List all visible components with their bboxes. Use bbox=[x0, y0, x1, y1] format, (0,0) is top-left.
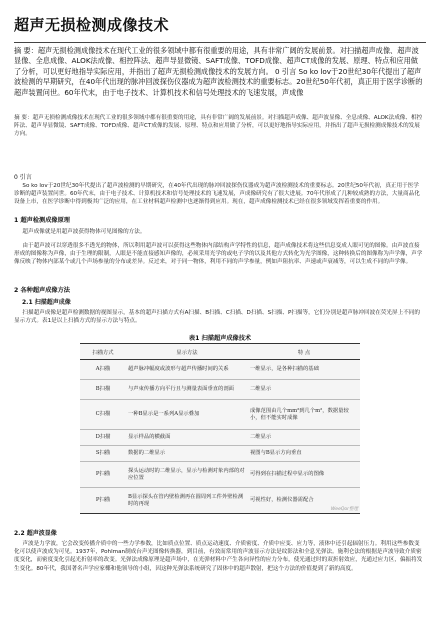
scan-methods-table bbox=[80, 343, 360, 513]
table-cell-feature: 二维显示 bbox=[248, 430, 360, 446]
table-cell-display: 数据的二维显示 bbox=[126, 446, 248, 462]
section-2-heading: 2 各种超声成像方法 bbox=[14, 287, 70, 294]
table-row bbox=[80, 400, 360, 430]
table-header-cell: 显示方法 bbox=[126, 344, 248, 360]
section-1-paragraph-2: 由于超声波可以穿透很多不透光的物体，所以利用超声波可以获得这些物体内部结构声学特性的信息，超声成像技术将这些信息变成人眼可见的图像。由声波直接形成的图像称为声像，由于生理的限制，人眼是不能直接感知声像的，必须采用光学的或电子学的以及其他方式转化为光学图像，这种转换后的图像称为声学像，声学像反映了物体内部某个或几个声场参量的分布或差异。反过来，对于同一物体，利用不同的声学参量，例如声阻抗率、声速或声衰减等，可以生成不同的声学像。 bbox=[14, 243, 423, 266]
table-cell-feature: 一维显示，是各种扫描的基础 bbox=[248, 360, 360, 380]
table-row bbox=[80, 488, 360, 514]
table-row bbox=[80, 360, 360, 380]
intro-paragraph: So ko lov于20世纪30年代提出了超声波检测的早期研究，在40年代出现的脉冲回波探伤仪器成为超声波检测技术的重要标志。20世纪50年代初，真正用于医学诊断的超声装置问世。60年代末，由于电子技术、计算机技术和信号处理技术的飞速发展，声成像研究有了很大进展。70年代形成了几种较成熟的方法，大量商品化设备上市，在医学诊断中得到极其广泛的应用，在工业材料超声检测中也逐渐得到应用。现在，超声成像检测技术已经在很多领域发挥着重要的作用。 bbox=[14, 183, 420, 206]
section-2-2-heading: 2.2 超声波显像 bbox=[14, 530, 57, 537]
table-cell-mode: P扫描 bbox=[80, 488, 126, 514]
intro-heading: 0 引言 bbox=[14, 174, 32, 181]
table-cell-mode: A扫描 bbox=[80, 360, 126, 380]
table-row bbox=[80, 380, 360, 400]
table-row bbox=[80, 446, 360, 462]
abstract-main: 摘 要：超声无损检测成像技术在现代工业的很多领域中都有很重要的用途，具有非常广阔的发展前景。对扫描超声成像、超声波显像、全息成像、ALOK法成像、相控阵法、超声导显微镜、SAFT成像、TOFD成像、超声CT成像的发展、原理、特点和应用做了分析，可以更好地指导实际应用，并指出了超声无损检测成像技术的发展方向。 0 引言 So ko lov于20世纪30年代提出了超声波检测的早期研究，在40年代出现的脉冲回波探伤仪器成为超声波检测技术的重要标志。20世纪50年代初，真正用于医学诊断的超声装置问世。60年代末，由于电子技术、计算机技术和信号处理技术的飞速发展，声成像 bbox=[14, 46, 423, 97]
table-row bbox=[80, 462, 360, 488]
title-divider bbox=[14, 42, 426, 43]
document-title: 超声无损检测成像技术 bbox=[14, 16, 170, 34]
section-2-2-paragraph: 声波是力学波，它会改变传播介质中的一些力学参数，比如质点位置、质点运动速度、介质密度、介质中应变、应力等，液体中还引起辐射压力。利用这些参数变化可以使声波成为可见。1937年，Pohlman制成台声光图像转换器，到目前，有效而常用的声波显示方法是纹影法和全息光弹法。施利仑法的根据是声波导致介质密度变化，而密度变化引起光折射率的改变。光弹法成像原理是超声场中，在光弹材料中产生各向异性的应力分布，使光通过时的双折射效应，光通过应力区，偏振将发生变化。80年代，我国著名声学应家椰和他领导的小组，因这种光弹法系统研究了固体中的超声散射，把这个方法的价值提到了新的高度。 bbox=[14, 541, 423, 572]
section-2-1-heading: 2.1 扫描超声成像 bbox=[22, 299, 71, 306]
table-cell-mode: P扫描 bbox=[80, 462, 126, 488]
table-cell-mode: C扫描 bbox=[80, 400, 126, 430]
table-cell-mode: D扫描 bbox=[80, 430, 126, 446]
table-cell-feature: 视图与B显示方向垂直 bbox=[248, 446, 360, 462]
table-cell-display: 显示样品的横截面 bbox=[126, 430, 248, 446]
table-cell-feature: 二维显示 bbox=[248, 380, 360, 400]
table-cell-display: 一种B显示是一系列A显示叠加 bbox=[126, 400, 248, 430]
table-cell-display: 超声脉冲幅度或波形与超声传播时间的关系 bbox=[126, 360, 248, 380]
table-header-cell: 特 点 bbox=[248, 344, 360, 360]
section-1-paragraph-1: 超声成像就是用超声波获得物体可见图像的方法。 bbox=[22, 229, 146, 235]
table-header-cell: 扫描方式 bbox=[80, 344, 126, 360]
table-caption: 表1 扫描超声成像技术 bbox=[188, 335, 252, 342]
abstract-repeat: 摘 要：超声无损检测成像技术在现代工业的很多领域中都有很重要的用途，具有非常广阔的发展前景。对扫描超声成像、超声波显像、全息成像、ALOK法成像、相控阵法、超声导显微镜、SAFT成像、TOFD成像、超声CT成像的发展、原理、特点和应用做了分析，可以更好地指导实际应用，并指出了超声无损检测成像技术的发展方向。 bbox=[14, 115, 423, 138]
table-cell-feature: 成像范围由几个mm²到几个m²，数据量较小，但不能实时成像 bbox=[248, 400, 360, 430]
table-cell-feature: 可视性好，检测仪器需配合 bbox=[248, 488, 360, 514]
table-cell-display: B显示探头在管内壁检测再在圆周列工件外壁检测时的再现 bbox=[126, 488, 248, 514]
watermark: WeeQor整理 bbox=[330, 507, 358, 512]
table-header-row bbox=[80, 344, 360, 360]
table-cell-display: 探头运动时的二维显示，显示与检测对象内部的对应位置 bbox=[126, 462, 248, 488]
section-1-heading: 1 超声检测成像原理 bbox=[14, 217, 70, 224]
table-cell-mode: B扫描 bbox=[80, 380, 126, 400]
table-row bbox=[80, 430, 360, 446]
section-2-1-paragraph: 扫描超声成像是超声检测数据的视图显示，基本的超声扫描方式有A扫描、B扫描、C扫描、D扫描、S扫描、P扫描等，它们分别是超声脉冲回波在荧光屏上不同的显示方式。表1是以上扫描方式的显示方法与特点。 bbox=[14, 310, 420, 325]
table-cell-display: 与声束传播方向平行且与测量表面垂直的剖面 bbox=[126, 380, 248, 400]
table-cell-feature: 可得到在扫描过程中显示的图像 bbox=[248, 462, 360, 488]
table-cell-mode: S扫描 bbox=[80, 446, 126, 462]
